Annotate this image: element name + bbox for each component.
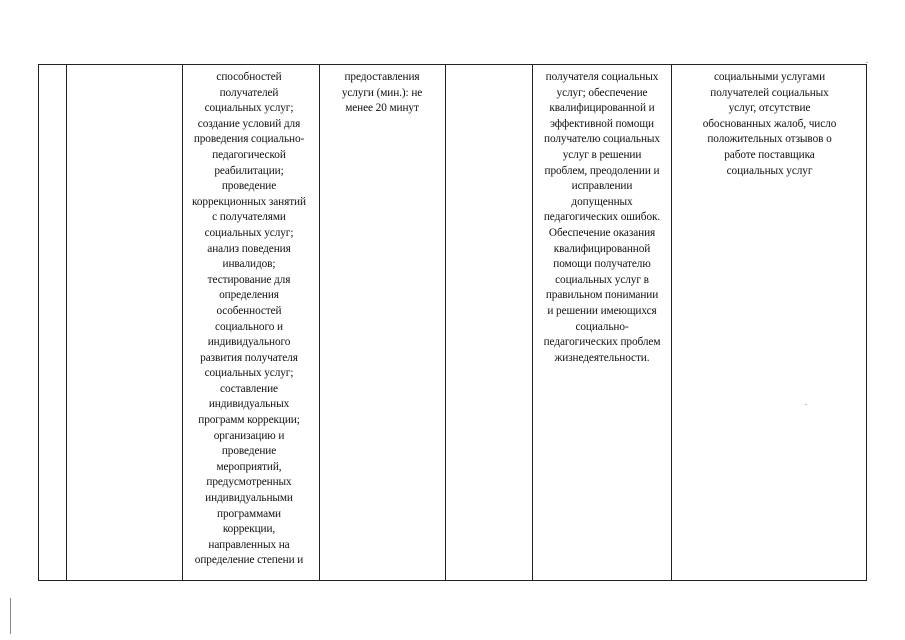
column-divider-5: [532, 65, 533, 580]
service-duration-cell: предоставления услуги (мин.): не менее 20 минут: [341, 71, 423, 115]
scan-margin-mark: [10, 598, 11, 634]
column-divider-4: [445, 65, 446, 580]
column-divider-6: [671, 65, 672, 580]
standards-table: [38, 64, 867, 581]
service-description-cell: способностей получателей социальных услуг; создание условий для проведения социально- педагогической реабилитации; проведение коррекционных занятий с получателями социальных услуг; анализ поведения инвалидов; тестирование для определения особенностей социального и индивидуального развития получателя социальных услуг; составление индивидуальных программ коррекции; организацию и проведение мероприятий, предусмотренных индивидуальными программами коррекции, направленных на определение степени и: [192, 71, 306, 567]
scan-speck: [805, 404, 807, 405]
quality-indicators-cell: получателя социальных услуг; обеспечение квалифицированной и эффективной помощи получателю социальных услуг в решении проблем, преодолении и исправлении допущенных педагогических ошибок. Обеспечение оказания квалифицированной помощи получателю социальных услуг в правильном понимании и решении имеющихся социально- педагогических проблем жизнедеятельности.: [543, 71, 661, 364]
evaluation-criteria-cell: социальными услугами получателей социальных услуг, отсутствие обоснованных жалоб, число положительных отзывов о работе поставщика социальных услуг: [702, 71, 837, 177]
column-divider-1: [66, 65, 67, 580]
scan-speck: [866, 62, 868, 63]
column-divider-3: [319, 65, 320, 580]
